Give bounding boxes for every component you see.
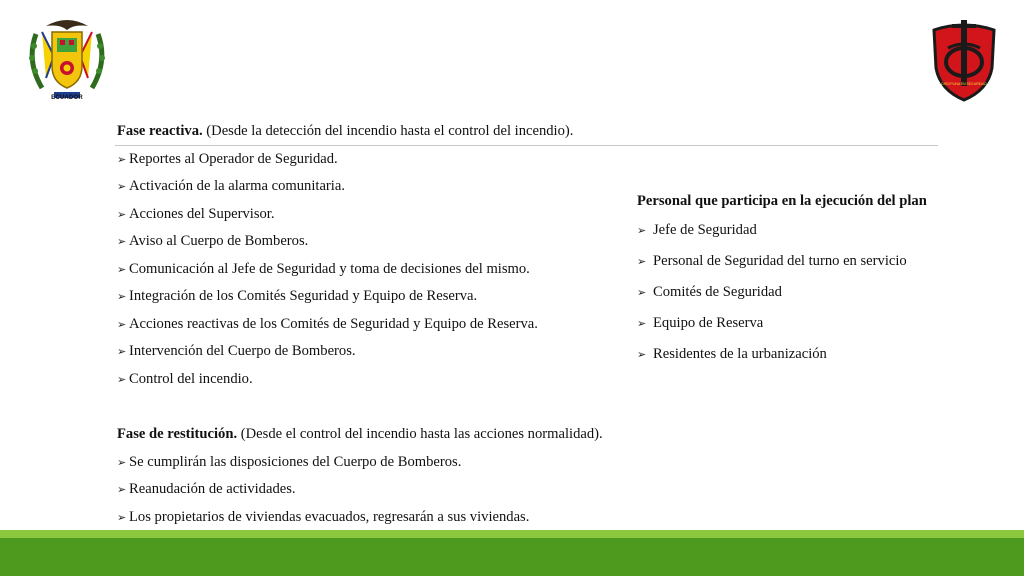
arrow-bullet-icon: ➢ (637, 318, 647, 330)
arrow-bullet-icon: ➢ (637, 349, 647, 361)
arrow-bullet-icon: ➢ (637, 225, 647, 237)
arrow-bullet-icon: ➢ (117, 512, 127, 524)
list-item-text: Residentes de la urbanización (653, 346, 827, 362)
list-item-text: Control del incendio. (129, 371, 253, 387)
list-item (117, 232, 308, 251)
fase-restitucion-heading (117, 425, 603, 443)
list-item (117, 287, 477, 306)
arrow-bullet-icon: ➢ (117, 484, 127, 496)
list-item (637, 283, 782, 302)
footer-stripe-light (0, 530, 1024, 538)
security-shield-logo (930, 18, 998, 102)
list-item (117, 260, 530, 279)
list-item (637, 252, 907, 271)
list-item-text: Los propietarios de viviendas evacuados, regresarán a sus viviendas. (129, 509, 530, 525)
list-item-text: Activación de la alarma comunitaria. (129, 178, 345, 194)
arrow-bullet-icon: ➢ (637, 256, 647, 268)
list-item (117, 342, 356, 361)
list-item (117, 315, 538, 334)
list-item (117, 177, 345, 196)
list-item-text: Comunicación al Jefe de Seguridad y toma de decisiones del mismo. (129, 261, 530, 277)
fase-reactiva-subtitle: (Desde la detección del incendio hasta el control del incendio). (202, 123, 574, 139)
list-item (117, 205, 275, 224)
fase-restitucion-subtitle: (Desde el control del incendio hasta las acciones normalidad). (237, 426, 603, 442)
list-item (637, 314, 763, 333)
arrow-bullet-icon: ➢ (117, 374, 127, 386)
arrow-bullet-icon: ➢ (117, 346, 127, 358)
list-item-text: Se cumplirán las disposiciones del Cuerpo de Bomberos. (129, 454, 462, 470)
header-divider (115, 145, 938, 146)
arrow-bullet-icon: ➢ (117, 154, 127, 166)
list-item-text: Reportes al Operador de Seguridad. (129, 151, 338, 167)
list-item-text: Comités de Seguridad (653, 284, 782, 300)
list-item-text: Aviso al Cuerpo de Bomberos. (129, 233, 309, 249)
list-item (117, 453, 461, 472)
list-item (117, 150, 338, 169)
logo-right-caption: DISCIPLINA EN SEGURIDAD (941, 82, 987, 86)
list-item (117, 508, 529, 527)
arrow-bullet-icon: ➢ (117, 181, 127, 193)
fase-restitucion-title: Fase de restitución. (117, 426, 238, 442)
list-item-text: Intervención del Cuerpo de Bomberos. (129, 343, 356, 359)
fase-reactiva-heading (117, 122, 573, 140)
fase-reactiva-title: Fase reactiva. (117, 123, 203, 139)
arrow-bullet-icon: ➢ (117, 209, 127, 221)
list-item-text: Reanudación de actividades. (129, 481, 296, 497)
list-item (117, 480, 296, 499)
list-item-text: Acciones reactivas de los Comités de Seguridad y Equipo de Reserva. (129, 316, 538, 332)
list-item-text: Acciones del Supervisor. (129, 206, 275, 222)
arrow-bullet-icon: ➢ (117, 457, 127, 469)
arrow-bullet-icon: ➢ (637, 287, 647, 299)
arrow-bullet-icon: ➢ (117, 319, 127, 331)
arrow-bullet-icon: ➢ (117, 236, 127, 248)
list-item-text: Integración de los Comités Seguridad y Equipo de Reserva. (129, 288, 478, 304)
arrow-bullet-icon: ➢ (117, 291, 127, 303)
list-item (117, 370, 253, 389)
list-item-text: Jefe de Seguridad (653, 222, 757, 238)
list-item-text: Personal de Seguridad del turno en servicio (653, 253, 907, 269)
arrow-bullet-icon: ➢ (117, 264, 127, 276)
logo-left-caption: ECUADOR (51, 95, 83, 101)
list-item (637, 345, 827, 364)
list-item-text: Equipo de Reserva (653, 315, 764, 331)
ecuador-coat-of-arms-logo (24, 16, 110, 106)
list-item (637, 221, 757, 240)
footer-stripe-dark (0, 538, 1024, 576)
personal-title: Personal que participa en la ejecución del plan (637, 193, 927, 209)
